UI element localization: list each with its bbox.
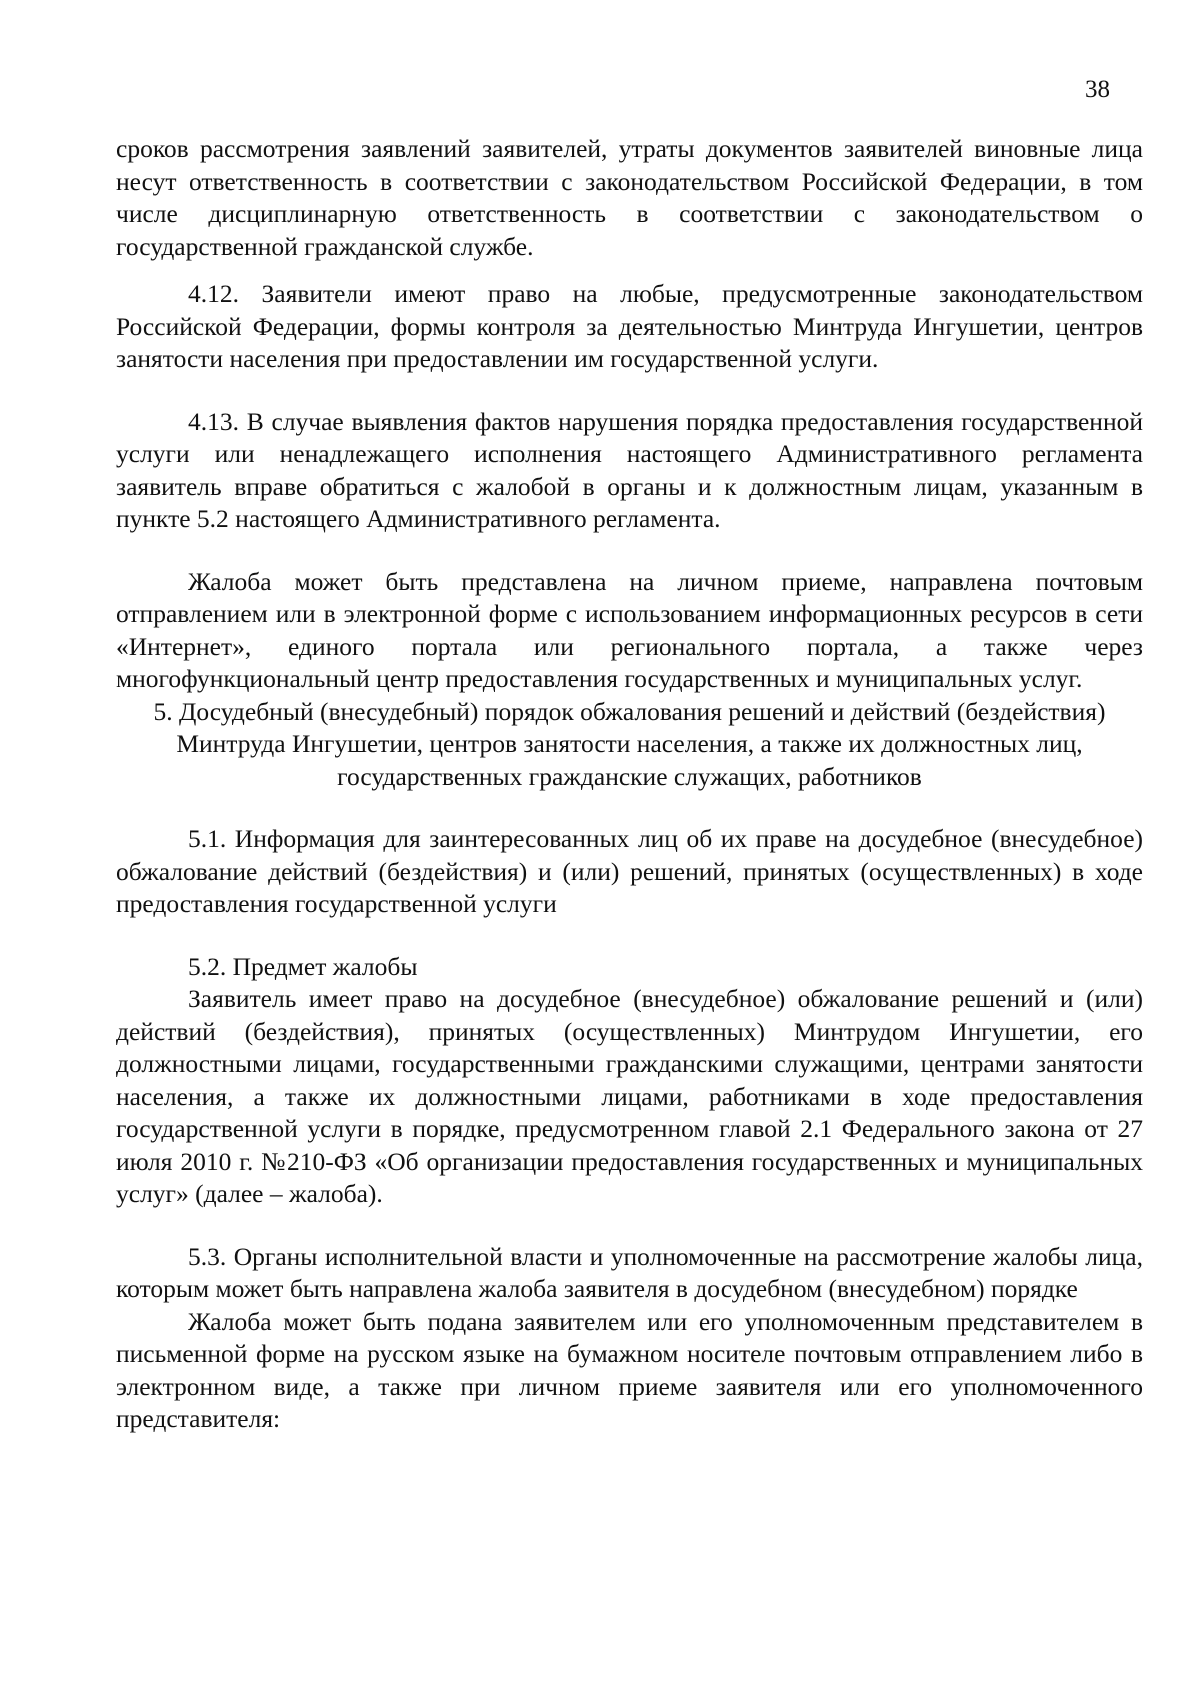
paragraph-liability: сроков рассмотрения заявлений заявителей, утраты документов заявителей виновные лица несут ответственность в соответствии с законодательством Российской Федерации, в том числе дисциплинарную ответственность в соответствии с законодательством о государственной гражданской службе. <box>116 134 1143 261</box>
paragraph-4-13: 4.13. В случае выявления фактов нарушения порядка предоставления государственной услуги или ненадлежащего исполнения настоящего Административного регламента заявитель вправе обратиться с жалобой в органы и к должностным лицам, указанным в пункте 5.2 настоящего Административного регламента. <box>116 406 1143 533</box>
paragraph-5-3-title: 5.3. Органы исполнительной власти и уполномоченные на рассмотрение жалобы лица, которым может быть направлена жалоба заявителя в досудебном (внесудебном) порядке <box>116 1241 1143 1303</box>
paragraph-5-3-body: Жалоба может быть подана заявителем или его уполномоченным представителем в письменной форме на русском языке на бумажном носителе почтовым отправлением либо в электронном виде, а также при личном приеме заявителя или его уполномоченного представителя: <box>116 1306 1143 1433</box>
page-number: 38 <box>1085 76 1110 103</box>
section-5-heading: 5. Досудебный (внесудебный) порядок обжалования решений и действий (бездействия) Минтруда Ингушетии, центров занятости населения, а также их должностных лиц, государственных гражданские служащих, работников <box>153 696 1106 791</box>
paragraph-5-1: 5.1. Информация для заинтересованных лиц об их праве на досудебное (внесудебное) обжалование действий (бездействия) и (или) решений, принятых (осуществленных) в ходе предоставления государственной услуги <box>116 824 1143 918</box>
paragraph-5-2-body: Заявитель имеет право на досудебное (внесудебное) обжалование решений и (или) действий (бездействия), принятых (осуществленных) Минтрудом Ингушетии, его должностными лицами, государственными гражданскими служащими, центрами занятости населения, а также их должностными лицами, работниками в ходе предоставления государственной услуги в порядке, предусмотренном главой 2.1 Федерального закона от 27 июля 2010 г. №210-ФЗ «Об организации предоставления государственных и муниципальных услуг» (далее – жалоба). <box>116 984 1143 1208</box>
paragraph-4-12: 4.12. Заявители имеют право на любые, предусмотренные законодательством Российской Федерации, формы контроля за деятельностью Минтруда Ингушетии, центров занятости населения при предоставлении им государственной услуги. <box>116 279 1143 373</box>
paragraph-5-2-title: 5.2. Предмет жалобы <box>188 951 418 981</box>
paragraph-complaint-submission: Жалоба может быть представлена на личном приеме, направлена почтовым отправлением или в электронной форме с использованием информационных ресурсов в сети «Интернет», единого портала или регионального портала, а также через многофункциональный центр предоставления государственных и муниципальных услуг. <box>116 566 1143 693</box>
document-body <box>116 133 1143 1436</box>
